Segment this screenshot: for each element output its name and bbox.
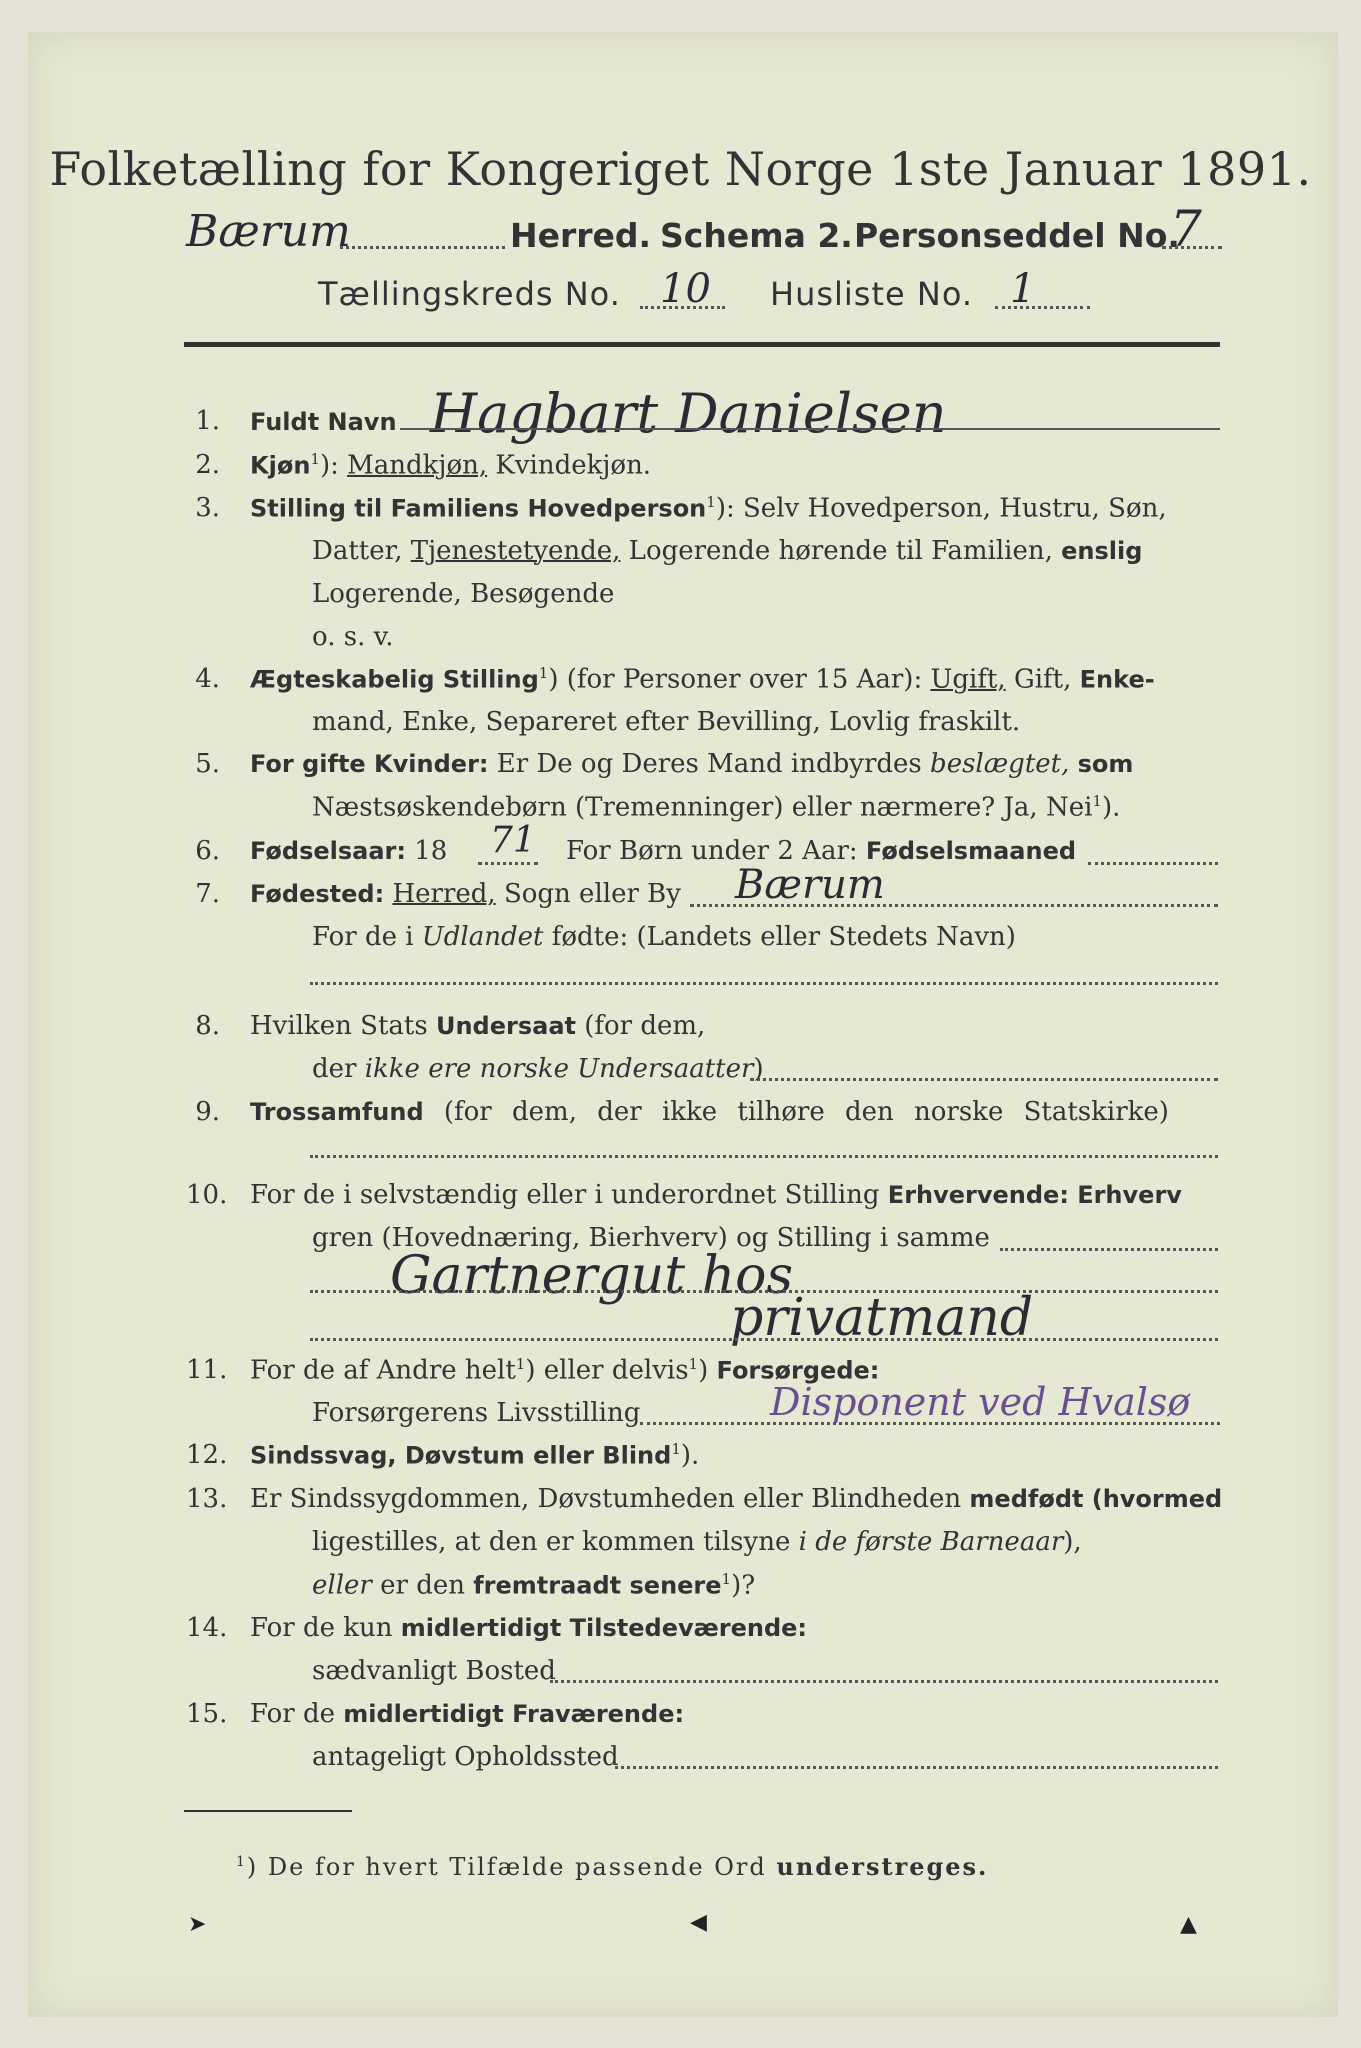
q13-hvormed: (hvormed — [1091, 1485, 1223, 1513]
q4-label: Ægteskabelig Stilling — [250, 665, 539, 694]
q8-italic: ikke ere norske Undersaatter — [364, 1054, 754, 1084]
q15-label: midlertidigt Fraværende: — [343, 1700, 685, 1728]
husliste-dotted-line — [995, 306, 1090, 309]
q2-option-kvindekjon: Kvindekjøn. — [495, 450, 652, 481]
q4-number: 4. — [195, 664, 220, 694]
q11-text-b: ) eller delvis — [525, 1355, 689, 1386]
q8-der: der — [312, 1054, 357, 1084]
q14-text-a: For de kun — [250, 1613, 393, 1643]
q13-line1 — [250, 1484, 1222, 1514]
q13-italic: i de første Barneaar — [798, 1527, 1064, 1557]
q11-line2: Forsørgerens Livsstilling — [312, 1398, 641, 1428]
q3-line3: Logerende, Besøgende — [312, 579, 615, 609]
q13-sup: 1 — [721, 1570, 732, 1588]
q15-number: 15. — [186, 1699, 228, 1729]
q15-dotted-line — [615, 1766, 1218, 1769]
q9-text: (for dem, der ikke tilhøre den norske Statskirke) — [443, 1097, 1169, 1127]
q12-label: Sindssvag, Døvstum eller Blind — [250, 1441, 672, 1470]
q8-number: 8. — [195, 1011, 220, 1041]
q7-option-herred: Herred, — [392, 879, 496, 909]
q3-option-logerende: Logerende hørende til Familien, — [628, 536, 1053, 566]
q6-month-dotted-line — [1088, 862, 1218, 865]
q2-colon: ): — [319, 450, 339, 481]
q14-number: 14. — [186, 1613, 228, 1643]
q3-options-1: ): Selv Hovedperson, Hustru, Søn, — [715, 493, 1167, 524]
q8-line2: der ikke ere norske Undersaatter) — [312, 1054, 764, 1084]
q10-dotted-line-3 — [310, 1338, 1218, 1341]
q2-sup: 1 — [310, 450, 320, 468]
q3-label: Stilling til Familiens Hovedperson — [250, 494, 707, 523]
form-title: Folketælling for Kongeriget Norge 1ste Januar 1891. — [49, 142, 1312, 196]
footnote-text: ) De for hvert Tilfælde passende Ord — [246, 1853, 767, 1881]
q6-month-label: Fødselsmaaned — [865, 837, 1077, 865]
q5-question: Er De og Deres Mand indbyrdes — [496, 749, 922, 779]
q12-line — [250, 1440, 699, 1471]
q9-label: Trossamfund — [250, 1098, 424, 1126]
q7-number: 7. — [195, 879, 220, 909]
q2-number: 2. — [195, 450, 220, 480]
footnote-understreges: understreges. — [776, 1852, 989, 1881]
q15-text-a: For de — [250, 1699, 335, 1729]
herred-value: Bærum — [186, 206, 351, 257]
footnote-rule — [184, 1810, 352, 1812]
q5-beslaegtet: beslægtet, — [930, 749, 1070, 779]
q14-line1 — [250, 1613, 807, 1643]
q13-line3 — [312, 1570, 755, 1601]
personseddel-label: Personseddel No. — [854, 216, 1180, 255]
q6-label: Fødselsaar: — [250, 837, 406, 865]
q4-qualifier: ) (for Personer over 15 Aar): — [548, 664, 923, 695]
q13-medfodt: medfødt — [969, 1485, 1084, 1513]
herred-dotted-line — [340, 246, 505, 249]
q4-line1 — [250, 664, 1155, 695]
q13-fremtraadt: fremtraadt senere — [473, 1571, 722, 1600]
kreds-value: 10 — [660, 266, 711, 312]
q11-number: 11. — [186, 1355, 228, 1385]
q7-label: Fødested: — [250, 880, 385, 908]
q10-erhvervende: Erhvervende: — [887, 1181, 1069, 1209]
q8-undersaat: Undersaat — [435, 1012, 576, 1040]
q14-dotted-line — [550, 1680, 1218, 1683]
herred-label: Herred. — [510, 216, 652, 255]
q11-provider-value: Disponent ved Hvalsø — [770, 1380, 1191, 1424]
q6-year-dotted-line — [478, 862, 538, 865]
q12-end: ). — [680, 1440, 700, 1471]
scan-mark-right: ▲ — [1180, 1912, 1197, 1937]
q5-number: 5. — [195, 749, 220, 779]
q2-line — [250, 450, 651, 481]
q7-foreign-udlandet: Udlandet — [421, 922, 544, 952]
q14-label: midlertidigt Tilstedeværende: — [400, 1614, 808, 1642]
q15-line2: antageligt Opholdssted — [312, 1742, 619, 1772]
q7-line1 — [250, 879, 681, 909]
q13-text-3a: er den — [380, 1570, 465, 1601]
q11-sup-2: 1 — [688, 1355, 699, 1373]
q8-dotted-line — [750, 1078, 1218, 1081]
q14-line2: sædvanligt Bosted — [312, 1656, 556, 1686]
q13-eller: eller — [312, 1570, 372, 1601]
q9-line1 — [250, 1097, 1169, 1127]
q10-dotted-line-1 — [1000, 1248, 1218, 1251]
q9-number: 9. — [195, 1097, 220, 1127]
q10-number: 10. — [186, 1180, 228, 1210]
q5-label: For gifte Kvinder: — [250, 750, 489, 778]
q6-number: 6. — [195, 836, 220, 866]
q5-som: som — [1077, 750, 1134, 778]
q4-option-enke: Enke- — [1079, 665, 1155, 694]
q13-line2: ligestilles, at den er kommen tilsyne i de første Barneaar), — [312, 1527, 1082, 1557]
q11-sup-1: 1 — [515, 1355, 526, 1373]
q15-line1 — [250, 1699, 684, 1729]
q1-number: 1. — [195, 406, 220, 436]
q5-line2 — [312, 792, 1120, 823]
q5-line1 — [250, 749, 1133, 779]
q11-forsorgede: Forsørgede: — [716, 1356, 880, 1385]
q10-text-a: For de i selvstændig eller i underordnet Stilling — [250, 1180, 880, 1210]
q1-dotted-line — [400, 428, 1220, 430]
scan-mark-center: ◀ — [690, 1910, 707, 1935]
q7-line2 — [312, 922, 1016, 952]
header-rule — [184, 342, 1220, 347]
husliste-value: 1 — [1010, 266, 1036, 312]
q3-line2 — [312, 536, 1142, 566]
q9-dotted-line — [310, 1155, 1218, 1158]
q13-number: 13. — [186, 1484, 228, 1514]
q13-text-2a: ligestilles, at den er kommen tilsyne — [312, 1527, 791, 1557]
q8-text-c: (for dem, — [584, 1011, 706, 1041]
q3-option-datter: Datter, — [312, 536, 403, 566]
q11-text-c: ) — [698, 1355, 709, 1386]
q12-number: 12. — [186, 1440, 228, 1470]
q13-end: )? — [731, 1570, 756, 1601]
husliste-label: Husliste No. — [770, 275, 973, 313]
q6-year-value: 71 — [490, 820, 536, 861]
footnote — [236, 1852, 988, 1881]
footnote-sup: 1 — [236, 1854, 247, 1870]
q10-line1 — [250, 1180, 1182, 1210]
q3-option-enslig: enslig — [1061, 537, 1143, 565]
q6-line — [250, 836, 447, 866]
q6-century: 18 — [414, 836, 448, 866]
kreds-label: Tællingskreds No. — [318, 275, 621, 313]
q4-sup: 1 — [538, 664, 549, 682]
q3-sup: 1 — [706, 493, 716, 511]
q12-sup: 1 — [671, 1440, 681, 1458]
q7-foreign-a: For de i — [312, 922, 414, 952]
q7-foreign-dotted-line — [310, 982, 1218, 985]
q11-text-a: For de af Andre helt — [250, 1355, 516, 1386]
q3-number: 3. — [195, 493, 220, 523]
q8-text-a: Hvilken Stats — [250, 1011, 428, 1041]
scan-mark-left: ➤ — [188, 1912, 207, 1937]
q4-line2: mand, Enke, Separeret efter Bevilling, Lovlig fraskilt. — [312, 707, 1021, 737]
q5-question-2: Næstsøskendebørn (Tremenninger) eller nærmere? Ja, Nei — [312, 792, 1093, 823]
q10-erhverv: Erhverv — [1077, 1181, 1182, 1209]
q4-option-ugift: Ugift, — [930, 664, 1006, 695]
q6-children-text: For Børn under 2 Aar: — [566, 836, 858, 866]
q7-options-rest: Sogn eller By — [503, 879, 681, 909]
q1-name-value: Hagbart Danielsen — [430, 382, 947, 445]
q3-line1 — [250, 493, 1167, 524]
q1-label: Fuldt Navn — [250, 408, 397, 436]
personseddel-dotted-line — [1162, 246, 1222, 249]
q5-sup: 1 — [1092, 792, 1102, 810]
q13-text-a: Er Sindssygdommen, Døvstumheden eller Blindheden — [250, 1484, 962, 1514]
schema-label: Schema 2. — [660, 216, 853, 255]
q10-occupation-value-2: privatmand — [730, 1288, 1034, 1348]
q8-line1 — [250, 1011, 705, 1041]
q7-foreign-b: fødte: (Landets eller Stedets Navn) — [551, 922, 1016, 952]
q10-occupation-value-1: Gartnergut hos — [390, 1246, 794, 1306]
kreds-dotted-line — [640, 306, 725, 309]
q10-line2: gren (Hovednæring, Bierhverv) og Stilling i samme — [312, 1223, 990, 1253]
personseddel-value: 7 — [1170, 200, 1202, 258]
q2-label: Kjøn — [250, 451, 311, 480]
q4-option-gift: Gift, — [1013, 664, 1072, 695]
q2-option-mandkjon: Mandkjøn, — [347, 450, 488, 481]
q7-birthplace-value: Bærum — [735, 862, 885, 908]
q3-line4: o. s. v. — [312, 622, 394, 652]
q3-option-tjenestetyende: Tjenestetyende, — [410, 536, 621, 566]
q5-line2-end: ). — [1101, 792, 1121, 823]
